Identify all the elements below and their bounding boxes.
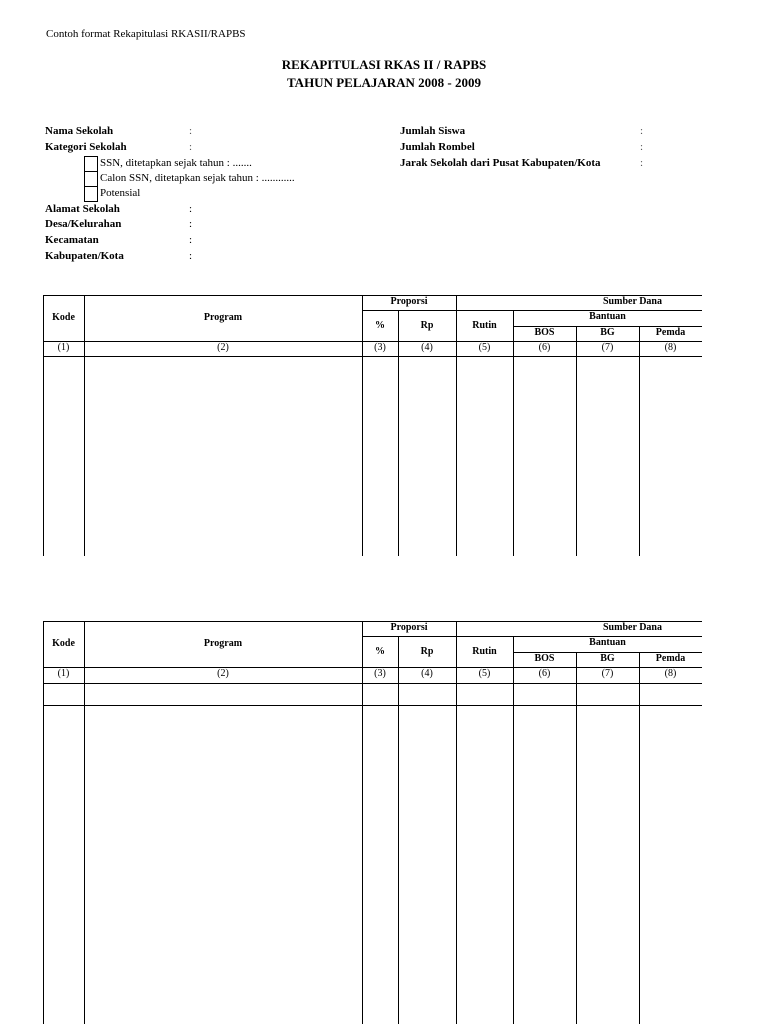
header-program: Program <box>203 638 243 649</box>
field-colon: : <box>640 141 644 153</box>
column-number: (1) <box>57 668 70 679</box>
field-colon: : <box>189 218 193 230</box>
header-bos: BOS <box>534 327 555 338</box>
column-number: (8) <box>664 342 677 353</box>
checkbox-potensial[interactable] <box>84 186 98 202</box>
header-pemda: Pemda <box>655 327 686 338</box>
header-kode: Kode <box>52 638 75 649</box>
option-ssn: SSN, ditetapkan sejak tahun : ....... <box>100 157 252 169</box>
rekap-table-1 <box>43 295 702 556</box>
field-colon: : <box>189 125 193 137</box>
field-colon: : <box>189 234 193 246</box>
field-label-desa-kelurahan: Desa/Kelurahan <box>45 218 122 230</box>
column-number: (4) <box>421 668 433 679</box>
column-number: (2) <box>217 668 229 679</box>
column-number: (6) <box>538 668 551 679</box>
column-number: (4) <box>421 342 433 353</box>
rekap-table-2 <box>43 621 702 1024</box>
document-subtitle: TAHUN PELAJARAN 2008 - 2009 <box>286 75 482 90</box>
header-percent: % <box>375 320 385 331</box>
header-proporsi: Proporsi <box>390 296 428 307</box>
header-rutin: Rutin <box>472 320 497 331</box>
field-label-jarak-sekolah: Jarak Sekolah dari Pusat Kabupaten/Kota <box>400 157 601 169</box>
header-sumber-dana: Sumber Dana <box>603 622 662 633</box>
document-title: REKAPITULASI RKAS II / RAPBS <box>281 57 487 72</box>
field-label-kategori-sekolah: Kategori Sekolah <box>45 141 127 153</box>
column-number: (5) <box>478 668 491 679</box>
header-bg: BG <box>600 327 615 338</box>
header-proporsi: Proporsi <box>390 622 428 633</box>
document-caption: Contoh format Rekapitulasi RKASII/RAPBS <box>46 28 246 40</box>
header-pemda: Pemda <box>655 653 686 664</box>
field-colon: : <box>640 125 644 137</box>
column-number: (6) <box>538 342 551 353</box>
field-label-kabupaten-kota: Kabupaten/Kota <box>45 250 124 262</box>
column-number: (3) <box>374 668 386 679</box>
header-bos: BOS <box>534 653 555 664</box>
column-number: (7) <box>601 668 614 679</box>
column-number: (8) <box>664 668 677 679</box>
column-number: (5) <box>478 342 491 353</box>
field-label-jumlah-rombel: Jumlah Rombel <box>400 141 475 153</box>
header-percent: % <box>375 646 385 657</box>
field-colon: : <box>189 203 193 215</box>
checkbox-ssn[interactable] <box>84 156 98 172</box>
header-bg: BG <box>600 653 615 664</box>
header-rp: Rp <box>420 320 434 331</box>
header-bantuan: Bantuan <box>589 311 626 322</box>
field-label-nama-sekolah: Nama Sekolah <box>45 125 114 137</box>
option-potensial: Potensial <box>100 187 141 199</box>
header-rutin: Rutin <box>472 646 497 657</box>
header-program: Program <box>203 312 243 323</box>
field-colon: : <box>640 157 644 169</box>
field-label-kecamatan: Kecamatan <box>45 234 99 246</box>
header-bantuan: Bantuan <box>589 637 626 648</box>
header-sumber-dana: Sumber Dana <box>603 296 662 307</box>
field-label-jumlah-siswa: Jumlah Siswa <box>400 125 466 137</box>
header-kode: Kode <box>52 312 75 323</box>
column-number: (3) <box>374 342 386 353</box>
checkbox-calon-ssn[interactable] <box>84 171 98 187</box>
option-calon-ssn: Calon SSN, ditetapkan sejak tahun : ............ <box>100 172 295 184</box>
header-rp: Rp <box>420 646 434 657</box>
field-label-alamat-sekolah: Alamat Sekolah <box>45 203 120 215</box>
column-number: (1) <box>57 342 70 353</box>
column-number: (2) <box>217 342 229 353</box>
column-number: (7) <box>601 342 614 353</box>
field-colon: : <box>189 250 193 262</box>
field-colon: : <box>189 141 193 153</box>
